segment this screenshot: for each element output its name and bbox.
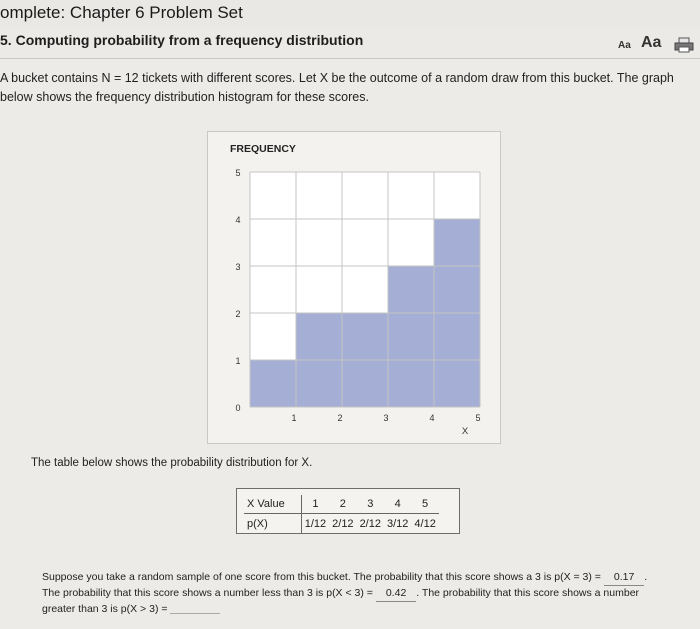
histogram-bar xyxy=(250,360,296,407)
probability-cell: 2/12 xyxy=(329,514,356,534)
header-bar xyxy=(0,0,700,28)
frequency-histogram xyxy=(208,132,500,443)
x-value-cell: 3 xyxy=(367,498,374,510)
answer-input-p-equal-3[interactable]: 0.17 xyxy=(604,570,644,586)
x-tick-label: 4 xyxy=(429,413,435,423)
y-tick-label: 5 xyxy=(235,168,241,178)
y-tick-label: 1 xyxy=(235,356,241,366)
probability-cell: 4/12 xyxy=(411,514,438,534)
question-title xyxy=(0,32,363,48)
probability-cell: 2/12 xyxy=(357,514,384,534)
x-value-cell: 2 xyxy=(339,498,346,510)
x-value-cell: 1 xyxy=(312,498,319,510)
followup-text-3: . The probability that this score shows a number greater than 3 is p(X > 3) = xyxy=(42,587,640,615)
y-tick-label: 3 xyxy=(235,262,241,272)
answer-input-p-less-3[interactable]: 0.42 xyxy=(376,586,416,602)
y-tick-label: 4 xyxy=(235,215,241,225)
answer-input-p-greater-3[interactable] xyxy=(170,602,220,614)
x-axis-label: X xyxy=(461,426,469,437)
x-tick-label: 5 xyxy=(475,413,481,423)
histogram-frame xyxy=(207,131,501,444)
probability-row xyxy=(244,514,439,534)
followup-text-1: Suppose you take a random sample of one score from this bucket. The probability that this score shows a 3 is p(X = 3) = xyxy=(42,571,604,583)
x-value-cell: 5 xyxy=(422,498,429,510)
y-tick-label: 2 xyxy=(235,309,241,319)
histogram-bar xyxy=(388,266,434,407)
question-header xyxy=(0,28,700,59)
x-tick-label: 2 xyxy=(337,413,343,423)
problem-intro: A bucket contains N = 12 tickets with different scores. Let X be the outcome of a random draw from this bucket. The graph below shows the frequency distribution histogram for these scores. xyxy=(0,71,674,104)
probability-cell: 1/12 xyxy=(301,514,329,534)
probability-table-box xyxy=(236,488,460,534)
x-value-label: X Value xyxy=(244,495,301,514)
question-number: 5. xyxy=(0,32,12,48)
text-size-large-button[interactable]: Aa xyxy=(641,34,662,51)
x-tick-label: 1 xyxy=(291,413,297,423)
probability-cell: 3/12 xyxy=(384,514,411,534)
probability-table xyxy=(244,495,439,533)
x-tick-label: 3 xyxy=(383,413,389,423)
probability-label: p(X) xyxy=(244,514,301,534)
text-size-small-button[interactable]: Aa xyxy=(618,40,631,51)
y-tick-label: 0 xyxy=(235,403,241,413)
y-axis-label: FREQUENCY xyxy=(230,143,296,155)
page-title: omplete: Chapter 6 Problem Set xyxy=(0,3,243,22)
followup-text-2: . The probability that this score shows a number less than 3 is p(X < 3) = xyxy=(42,571,648,599)
followup-question xyxy=(42,570,662,617)
question-title-text: Computing probability from a frequency distribution xyxy=(15,32,364,48)
x-value-row xyxy=(244,495,439,514)
table-intro: The table below shows the probability distribution for X. xyxy=(31,457,313,469)
x-value-cell: 4 xyxy=(394,498,401,510)
print-icon[interactable] xyxy=(674,37,694,53)
